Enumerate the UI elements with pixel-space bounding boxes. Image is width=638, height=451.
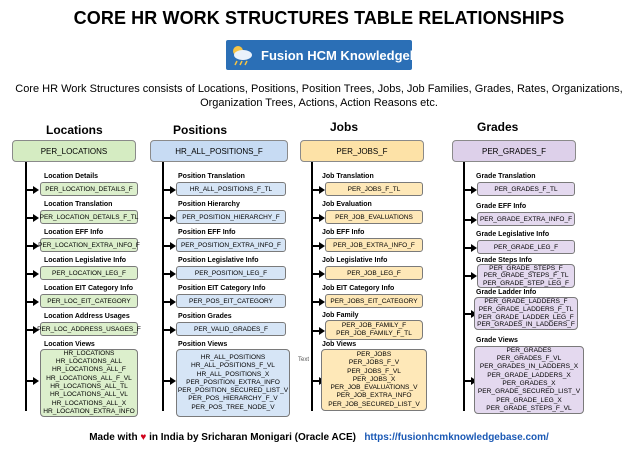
heart-icon: ♥ bbox=[140, 432, 147, 443]
section-label: Job EFF Info bbox=[322, 229, 365, 236]
locations-connector bbox=[25, 162, 27, 411]
section-label: Location Address Usages bbox=[44, 313, 130, 320]
footer-author: in India by Sricharan Monigari (Oracle ACE) bbox=[149, 432, 356, 443]
table-name: PER_GRADE_LADDER_LEG_F bbox=[478, 313, 574, 321]
section-label: Location Translation bbox=[44, 201, 113, 208]
section-label: Grade Translation bbox=[476, 173, 536, 180]
section-label: Location EIT Category Info bbox=[44, 285, 134, 292]
section-label: Position Views bbox=[178, 341, 228, 348]
table-node: PER_LOCATION_DETAILS_F_TL bbox=[40, 210, 138, 224]
locations-column-title: Locations bbox=[46, 123, 103, 137]
arrow-icon bbox=[33, 186, 39, 194]
view-name: PER_JOBS_F_VL bbox=[347, 367, 401, 375]
table-node: PER_POSITION_HIERARCHY_F bbox=[176, 210, 286, 224]
table-node: PER_LOC_EIT_CATEGORY bbox=[40, 294, 138, 308]
arrow-icon bbox=[33, 214, 39, 222]
view-name: PER_GRADE_LADDERS_X bbox=[487, 371, 571, 379]
section-label: Grade EFF Info bbox=[476, 203, 527, 210]
view-name: PER_POSITION_SECURED_LIST_V bbox=[177, 387, 289, 395]
view-name: HR_ALL_POSITIONS_F_VL bbox=[191, 362, 275, 370]
grades-connector bbox=[463, 162, 465, 411]
table-node: PER_POSITION_EXTRA_INFO_F bbox=[176, 238, 286, 252]
views-box bbox=[321, 349, 427, 411]
section-label: Position EIT Category Info bbox=[178, 285, 266, 292]
grades-column-title: Grades bbox=[477, 120, 519, 134]
view-name: PER_JOBS_X bbox=[352, 375, 396, 383]
section-label: Grade Ladder Info bbox=[476, 289, 537, 296]
table-node: PER_JOB_LEG_F bbox=[325, 266, 423, 280]
table-name: PER_GRADE_STEPS_F bbox=[489, 264, 563, 272]
views-box bbox=[40, 349, 138, 417]
section-label: Job Family bbox=[322, 312, 359, 319]
section-label: Job Legislative Info bbox=[322, 257, 388, 264]
section-label: Position Grades bbox=[178, 313, 232, 320]
table-name: PER_GRADE_LADDERS_F_TL bbox=[478, 305, 574, 313]
view-name: HR_ALL_POSITIONS_X bbox=[196, 370, 270, 378]
table-node: PER_POS_EIT_CATEGORY bbox=[176, 294, 286, 308]
view-name: PER_POS_HIERARCHY_F_V bbox=[188, 395, 278, 403]
section-label: Job Evaluation bbox=[322, 201, 372, 208]
section-label: Position Legislative Info bbox=[178, 257, 259, 264]
view-name: PER_JOB_SECURED_LIST_V bbox=[328, 400, 420, 408]
view-name: HR_LOCATIONS_ALL_F bbox=[52, 366, 126, 374]
positions-connector bbox=[162, 162, 164, 411]
table-node: PER_GRADES_F_TL bbox=[477, 182, 575, 196]
table-name: PER_GRADE_STEPS_F_TL bbox=[483, 272, 569, 280]
arrow-icon bbox=[33, 270, 39, 278]
table-node: PER_LOC_ADDRESS_USAGES_F bbox=[40, 322, 138, 336]
views-box bbox=[474, 346, 584, 414]
stray-text: Text bbox=[298, 357, 310, 363]
section-label: Position Hierarchy bbox=[178, 201, 240, 208]
section-label: Location Legislative Info bbox=[44, 257, 127, 264]
view-name: PER_JOBS_F_V bbox=[348, 359, 400, 367]
table-node: PER_VALID_GRADES_F bbox=[176, 322, 286, 336]
table-node: PER_JOBS_EIT_CATEGORY bbox=[325, 294, 423, 308]
section-label: Job Translation bbox=[322, 173, 374, 180]
page-title: CORE HR WORK STRUCTURES TABLE RELATIONSHIPS bbox=[73, 8, 565, 28]
section-label: Grade Steps Info bbox=[476, 257, 533, 264]
table-name: PER_JOB_FAMILY_F bbox=[341, 322, 407, 329]
view-name: PER_GRADES_IN_LADDERS_X bbox=[479, 363, 579, 371]
section-label: Position EFF Info bbox=[178, 229, 236, 236]
view-name: PER_JOBS bbox=[356, 350, 392, 358]
table-node: PER_JOB_EVALUATIONS bbox=[325, 210, 423, 224]
section-label: Position Translation bbox=[178, 173, 245, 180]
view-name: HR_LOCATIONS_ALL_X bbox=[51, 399, 127, 407]
view-name: HR_ALL_POSITIONS bbox=[200, 353, 266, 361]
section-label: Job Views bbox=[322, 341, 357, 348]
brand-logo bbox=[226, 40, 440, 70]
logo-text: Fusion HCM Knowledgebase bbox=[261, 47, 440, 63]
table-node: PER_GRADE_EXTRA_INFO_F bbox=[477, 212, 575, 226]
positions-column-title: Positions bbox=[173, 123, 228, 137]
view-name: PER_POS_TREE_NODE_V bbox=[191, 403, 275, 411]
table-name: PER_GRADE_STEP_LEG_F bbox=[482, 279, 570, 287]
view-name: PER_JOB_EXTRA_INFO bbox=[336, 392, 412, 400]
view-name: HR_LOCATIONS_ALL bbox=[55, 358, 123, 366]
website-link[interactable]: https://fusionhcmknowledgebase.com/ bbox=[364, 432, 549, 443]
view-name: HR_LOCATIONS bbox=[63, 349, 115, 357]
view-name: PER_JOB_EVALUATIONS_V bbox=[330, 384, 418, 392]
jobs-connector bbox=[311, 162, 313, 411]
grades-header-table: PER_GRADES_F bbox=[452, 140, 576, 162]
arrow-icon bbox=[33, 377, 39, 385]
view-name: PER_GRADE_SECURED_LIST_V bbox=[477, 388, 581, 396]
view-name: PER_GRADE_LEG_X bbox=[496, 396, 562, 404]
weather-cloud-icon bbox=[229, 42, 255, 68]
table-node: PER_JOB_EXTRA_INFO_F bbox=[325, 238, 423, 252]
table-node: PER_POSITION_LEG_F bbox=[176, 266, 286, 280]
section-label: Location EFF Info bbox=[44, 229, 104, 236]
table-node: PER_LOCATION_DETAILS_F bbox=[40, 182, 138, 196]
table-name: PER_GRADE_LADDERS_F bbox=[484, 297, 568, 305]
table-name: PER_GRADES_IN_LADDERS_F bbox=[477, 321, 575, 329]
intro-text: Core HR Work Structures consists of Locations, Positions, Position Trees, Jobs, Job Families, Grades, Rates, Organizations, Organization Trees, Actions, Action Reasons etc. bbox=[15, 83, 623, 109]
view-name: PER_POSITION_EXTRA_INFO bbox=[186, 378, 280, 386]
view-name: HR_LOCATIONS_ALL_TL bbox=[50, 383, 128, 390]
table-node: PER_JOBS_F_TL bbox=[325, 182, 423, 196]
view-name: HR_LOCATIONS_ALL_F_VL bbox=[46, 374, 132, 382]
section-label: Location Views bbox=[44, 341, 95, 348]
table-node: PER_GRADE_LEG_F bbox=[477, 240, 575, 254]
grade-ladder-box bbox=[474, 297, 578, 330]
section-label: Grade Legislative Info bbox=[476, 231, 550, 238]
view-name: PER_GRADES bbox=[506, 346, 552, 354]
view-name: PER_GRADE_STEPS_F_VL bbox=[486, 404, 572, 412]
locations-header-table: PER_LOCATIONS bbox=[12, 140, 136, 162]
view-name: PER_GRADES_F_VL bbox=[496, 355, 562, 363]
view-name: HR_LOCATION_EXTRA_INFO bbox=[43, 407, 135, 415]
section-label: Location Details bbox=[44, 173, 99, 180]
arrow-icon bbox=[33, 298, 39, 306]
table-node: PER_LOCATION_EXTRA_INFO_F bbox=[40, 238, 138, 252]
table-node: PER_LOCATION_LEG_F bbox=[40, 266, 138, 280]
grade-steps-box bbox=[477, 264, 575, 288]
jobs-column-title: Jobs bbox=[330, 120, 359, 134]
jobs-header-table: PER_JOBS_F bbox=[300, 140, 424, 162]
view-name: PER_GRADES_X bbox=[502, 380, 556, 387]
job-family-box bbox=[325, 320, 423, 340]
section-label: Job EIT Category Info bbox=[322, 285, 395, 292]
footer-made-with: Made with bbox=[89, 432, 138, 443]
table-name: PER_JOB_FAMILY_F_TL bbox=[336, 330, 412, 337]
view-name: HR_LOCATIONS_ALL_VL bbox=[50, 391, 128, 399]
table-node: HR_ALL_POSITIONS_F_TL bbox=[176, 182, 286, 196]
section-label: Grade Views bbox=[476, 337, 518, 344]
footer-credit bbox=[0, 432, 638, 443]
views-box bbox=[176, 349, 290, 417]
positions-header-table: HR_ALL_POSITIONS_F bbox=[150, 140, 288, 162]
